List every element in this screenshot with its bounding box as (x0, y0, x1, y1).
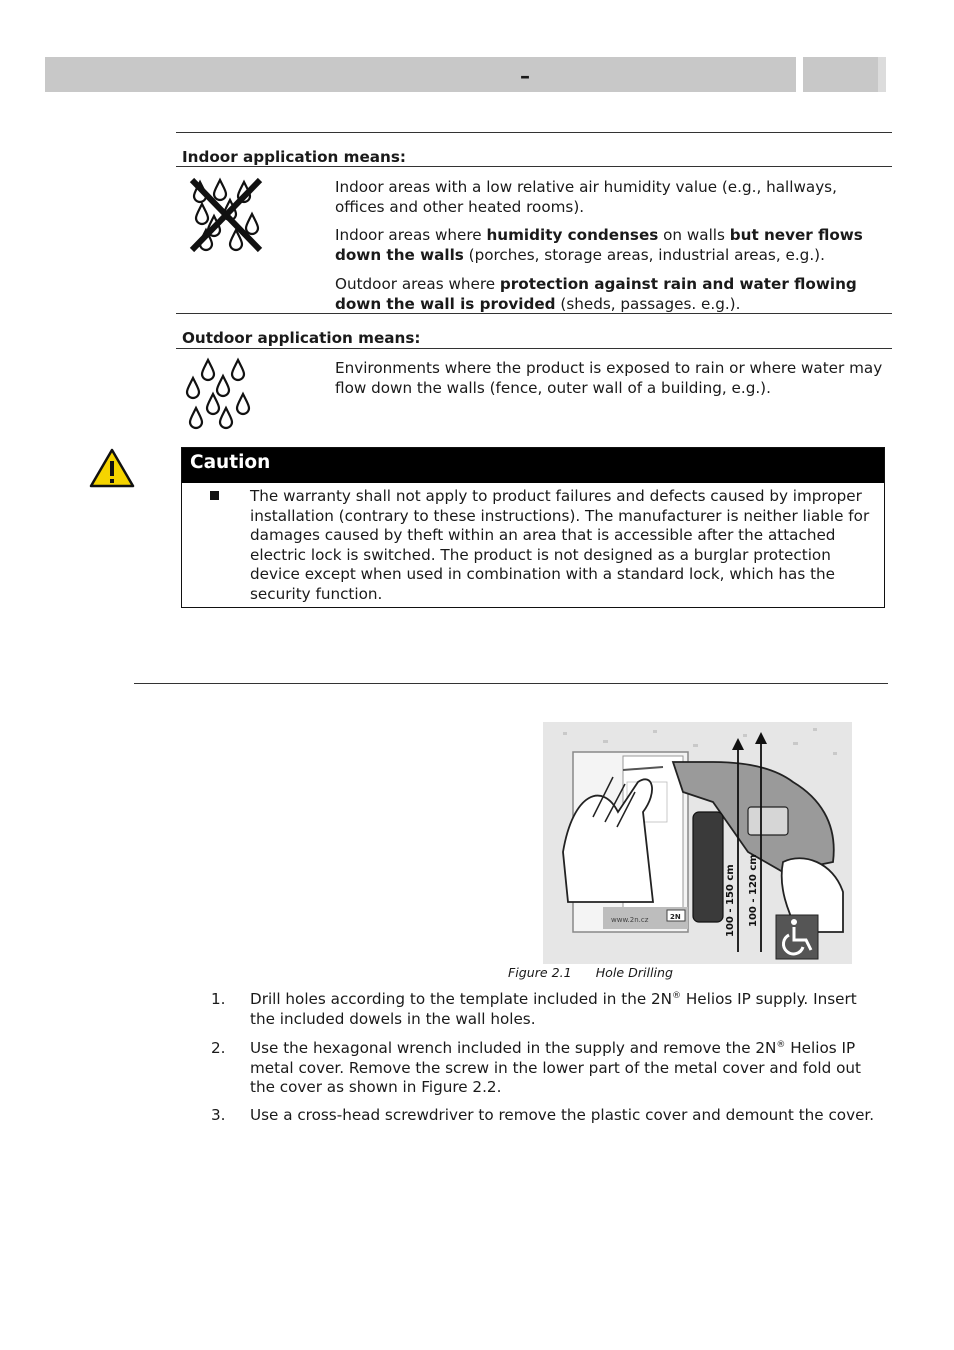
hole-drilling-illustration (543, 722, 852, 964)
header-page-box (803, 57, 878, 92)
outdoor-paragraph-1: Environments where the product is exposed to rain or where water may flow down the walls (fence, outer wall of a building, e.g.). (335, 359, 883, 397)
figure-caption (508, 963, 673, 983)
registered-mark: ® (776, 1039, 786, 1050)
step-text (250, 1106, 880, 1126)
bullet-square-icon (210, 491, 219, 500)
indoor-paragraph-1: Indoor areas with a low relative air humidity value (e.g., hallways, offices and other heated rooms). (335, 178, 837, 216)
hole-drilling-figure (543, 722, 852, 964)
dimension-label-150: 100 - 150 cm (725, 864, 736, 937)
text-run: Helios IP supply. Insert the included dowels in the wall holes. (250, 990, 857, 1028)
text-run: (porches, storage areas, industrial areas, e.g.). (463, 245, 825, 264)
text-run: Drill holes according to the template included in the 2N (250, 990, 673, 1008)
text-run: Indoor areas where (335, 226, 487, 244)
template-brand-text: www.2n.cz (611, 916, 649, 924)
outdoor-title: Outdoor application means: (182, 329, 421, 347)
dimension-label-120: 100 - 120 cm (748, 854, 759, 927)
indoor-paragraph-3 (335, 275, 890, 314)
text-run: Use the hexagonal wrench included in the supply and remove the 2N (250, 1039, 777, 1057)
text-run: Use a cross-head screwdriver to remove the plastic cover and demount the cover. (250, 1106, 875, 1124)
section-divider-rule (134, 683, 888, 684)
no-water-drops-icon (186, 176, 266, 256)
header-page-box-edge (878, 57, 886, 92)
text-run: (sheds, passages. e.g.). (555, 294, 741, 313)
indoor-paragraph-2 (335, 226, 890, 265)
text-run: on walls (658, 226, 730, 244)
template-logo-text: 2N (670, 913, 681, 921)
step-number: 1. (211, 990, 226, 1008)
step-text (250, 990, 880, 1029)
outdoor-title-rule (176, 348, 892, 349)
section-top-rule (176, 132, 892, 133)
registered-mark: ® (672, 990, 682, 1001)
caution-box (181, 447, 885, 608)
bold-text-run: humidity condenses (486, 226, 659, 244)
bold-text-run: but never flows down the walls (335, 226, 863, 264)
figure-label: Figure 2.1 (508, 965, 572, 980)
text-run: Outdoor areas where (335, 275, 500, 293)
figure-title: Hole Drilling (595, 965, 673, 980)
step-number: 2. (211, 1039, 226, 1057)
header-dash: – (520, 64, 530, 88)
step-number: 3. (211, 1106, 226, 1124)
indoor-title-rule (176, 166, 892, 167)
caution-text: The warranty shall not apply to product failures and defects caused by improper installation (contrary to these instructions). The manufacturer is neither liable for damages caused by theft within an area that is accessible after the attached electric lock is switched. The product is not designed as a burglar protection device except when used in combination with a standard lock, which has the security function. (250, 487, 870, 603)
text-run: Helios IP metal cover. Remove the screw in the lower part of the metal cover and fold out the cover as shown in Figure 2.2. (250, 1039, 861, 1096)
step-text (250, 1039, 880, 1098)
water-drops-icon (184, 356, 254, 430)
indoor-bottom-rule (176, 313, 892, 314)
warning-triangle-icon (89, 448, 135, 488)
caution-title: Caution (182, 448, 884, 483)
bold-text-run: protection against rain and water flowing down the wall is provided (335, 275, 857, 313)
indoor-title: Indoor application means: (182, 148, 406, 166)
